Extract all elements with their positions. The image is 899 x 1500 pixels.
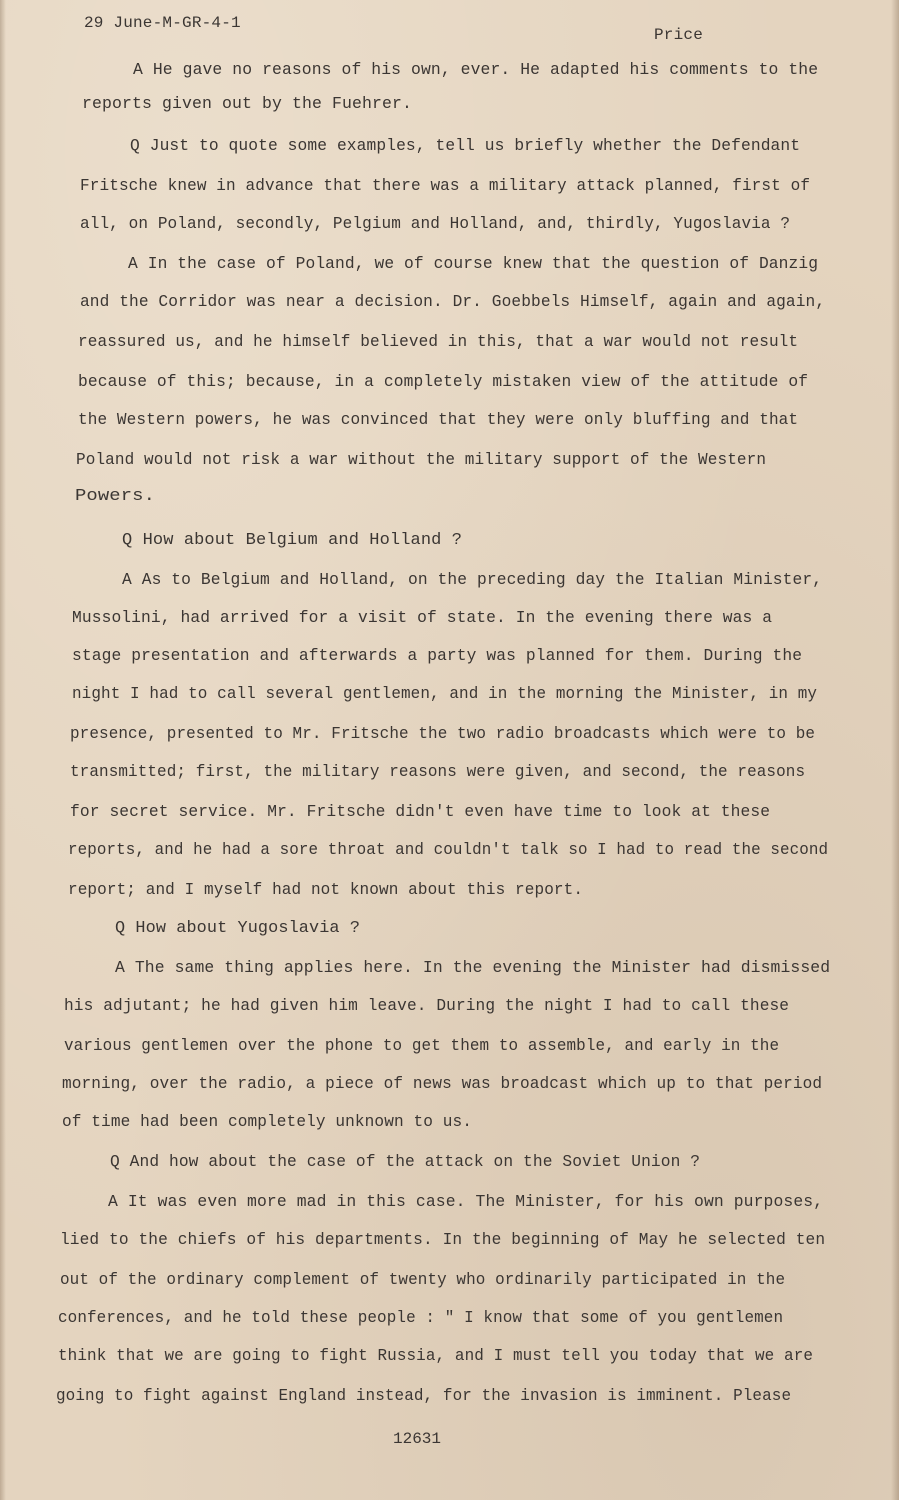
question-line: Q How about Yugoslavia ? [115,918,361,937]
text-line: going to fight against England instead, for the invasion is imminent. Please [56,1386,792,1405]
text-line: Poland would not risk a war without the military support of the Western [76,450,767,469]
text-line: Fritsche knew in advance that there was a military attack planned, first of [80,176,811,195]
text-line: stage presentation and afterwards a party was planned for them. During the [72,646,803,665]
answer-line: A As to Belgium and Holland, on the preceding day the Italian Minister, [122,570,823,589]
question-line: Q Just to quote some examples, tell us briefly whether the Defendant [130,136,801,155]
text-line: lied to the chiefs of his departments. In the beginning of May he selected ten [60,1230,826,1249]
text-line: Powers. [75,486,156,505]
answer-line: A In the case of Poland, we of course knew that the question of Danzig [128,254,819,273]
text-line: reports, and he had a sore throat and couldn't talk so I had to read the second [68,840,829,859]
text-line: the Western powers, he was convinced that they were only bluffing and that [78,410,799,429]
text-line: night I had to call several gentlemen, and in the morning the Minister, in my [72,684,818,703]
text-line: for secret service. Mr. Fritsche didn't even have time to look at these [70,802,771,821]
text-line: reports given out by the Fuehrer. [82,94,413,113]
question-line: Q And how about the case of the attack on the Soviet Union ? [110,1152,701,1171]
text-line: because of this; because, in a completely mistaken view of the attitude of [78,372,809,391]
text-line: reassured us, and he himself believed in this, that a war would not result [78,332,799,351]
text-line: his adjutant; he had given him leave. During the night I had to call these [64,996,790,1015]
text-line: morning, over the radio, a piece of news was broadcast which up to that period [62,1074,823,1093]
text-line: transmitted; first, the military reasons were given, and second, the reasons [70,762,806,781]
text-line: presence, presented to Mr. Fritsche the two radio broadcasts which were to be [70,724,816,743]
question-line: Q How about Belgium and Holland ? [122,530,463,549]
text-line: A He gave no reasons of his own, ever. He adapted his comments to the [133,60,819,79]
witness-name: Price [654,26,704,44]
text-line: report; and I myself had not known about this report. [68,880,584,899]
document-id: 29 June-M-GR-4-1 [84,14,241,32]
text-line: out of the ordinary complement of twenty who ordinarily participated in the [60,1270,786,1289]
text-line: think that we are going to fight Russia, and I must tell you today that we are [58,1346,814,1365]
page-number: 12631 [393,1430,442,1448]
text-line: conferences, and he told these people : " I know that some of you gentlemen [58,1308,784,1327]
answer-line: A It was even more mad in this case. The Minister, for his own purposes, [108,1192,824,1211]
text-line: Mussolini, had arrived for a visit of state. In the evening there was a [72,608,773,627]
text-line: of time had been completely unknown to us. [62,1112,473,1131]
text-line: all, on Poland, secondly, Pelgium and Holland, and, thirdly, Yugoslavia ? [80,214,791,233]
text-line: various gentlemen over the phone to get them to assemble, and early in the [64,1036,780,1055]
text-line: and the Corridor was near a decision. Dr. Goebbels Himself, again and again, [80,292,826,311]
answer-line: A The same thing applies here. In the evening the Minister had dismissed [115,958,831,977]
